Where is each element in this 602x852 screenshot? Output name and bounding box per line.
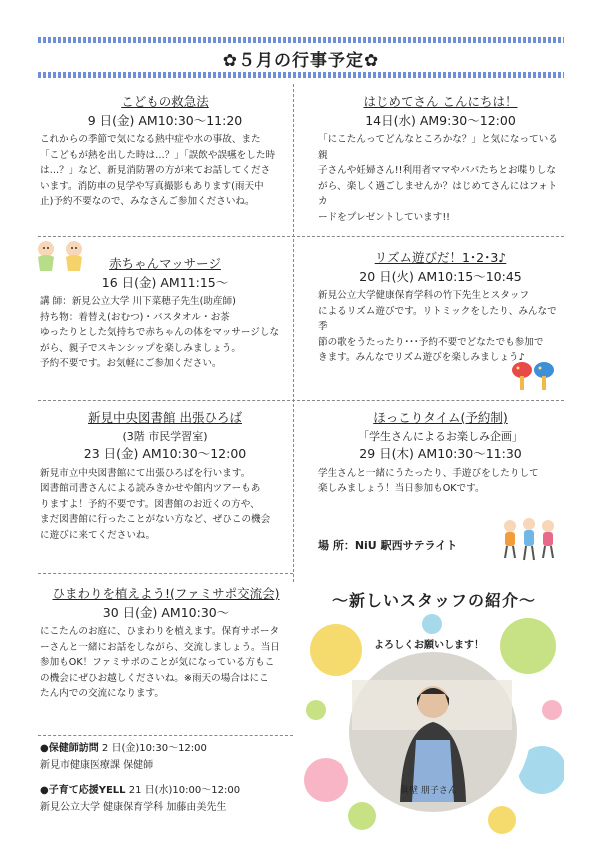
event-text-line: 学生さんと一緒にうたったり、手遊びをしたりして	[318, 467, 539, 479]
event-text-line: 新見市立中央図書館にて出張ひろばを行います。	[40, 467, 251, 479]
event-title: はじめてさん こんにちは！	[363, 94, 518, 109]
event-text-line: に遊びに来てくださいね。	[40, 529, 156, 541]
column-divider	[293, 84, 294, 582]
event-himawari	[40, 586, 292, 702]
extra-label: ●子育て応援YELL	[40, 785, 126, 796]
extra-datetime: 21 日(水)10:00～12:00	[125, 785, 241, 796]
event-title: 新見中央図書館 出張ひろば	[88, 410, 242, 425]
event-datetime: 29 日(木) AM10:30～11:30	[359, 446, 522, 461]
event-text-line: 参加もOK！ファミサポのことが気になっている方もこ	[40, 657, 275, 668]
event-hokkori	[318, 410, 563, 497]
event-datetime: 30 日(金) AM10:30～	[102, 604, 230, 620]
event-text-line: ゆったりとした気持ちで赤ちゃんの体をマッサージしな	[40, 327, 280, 338]
event-text-line: ーさんと一緒にお話をしながら、交流しましょう。当日	[40, 641, 280, 653]
row-divider-2	[38, 400, 564, 401]
event-subtitle: (3階 市民学習室)	[122, 429, 208, 443]
event-title: こどもの救急法	[121, 94, 209, 109]
event-text-line: 子さんや妊婦さん!!利用者ママやパパたちとお喋りしな	[318, 165, 556, 176]
extra-label: ●保健師訪問	[40, 743, 99, 754]
event-datetime: 9 日(金) AM10:30～11:20	[87, 112, 243, 128]
event-text-line: の機会にぜひお越しくださいね。※雨天の場合はにこ	[40, 672, 269, 684]
staff-section-title: ～新しいスタッフの紹介～	[331, 591, 536, 610]
event-text-line: りますよ！予約不要です。図書館のお近くの方や、	[40, 498, 260, 510]
extra-line: 新見市健康医療課 保健師	[40, 760, 154, 771]
row-divider-3	[38, 573, 293, 574]
event-title: ほっこりタイム(予約制)	[373, 410, 508, 425]
event-text-line: まだ図書館に行ったことがない方など、ぜひこの機会	[40, 514, 271, 525]
maracas-illustration	[508, 356, 560, 394]
event-text-line: 講 師：新見公立大学 川下菜穂子先生(助産師)	[40, 296, 236, 307]
event-text-line: によるリズム遊びです。リトミックをしたり、みんなで季	[318, 305, 557, 332]
event-text-line: 楽しみましょう！当日参加もOKです。	[318, 483, 485, 494]
event-text-line: います。消防車の見学や写真撮影もあります(雨天中	[40, 180, 264, 192]
event-text-line: 予約不要です。お気軽にご参加ください。	[40, 358, 222, 369]
extra-line: 新見公立大学 健康保育学科 加藤由美先生	[40, 802, 227, 813]
staff-name: 眞壁 朋子さん	[400, 786, 457, 796]
extra-yell	[40, 782, 292, 816]
event-text-line: 「にこたんってどんなところかな？」と気になっている親	[318, 134, 558, 161]
event-library	[40, 410, 290, 543]
event-text-line: 「こどもが熱を出した時は…？」「誤飲や誤嚥をした時	[40, 149, 276, 161]
event-text-line: にこたんのお庭に、ひまわりを植えます。保育サポータ	[40, 626, 280, 637]
event-hajimete	[318, 94, 563, 225]
row-divider-1	[38, 236, 564, 237]
page-title: ✿５月の行事予定✿	[222, 51, 380, 71]
event-text-line: 持ち物：着替え(おむつ)・バスタオル・お茶	[40, 311, 230, 323]
children-illustration	[498, 516, 560, 562]
event-text-line: 止)予約不要なので、みなさんご参加くださいね。	[40, 196, 255, 207]
extra-hoken	[40, 740, 292, 774]
event-place: 場 所：NiU 駅西サテライト	[318, 539, 458, 552]
event-datetime: 16 日(金) AM11:15～	[101, 274, 229, 290]
event-text-line: 図書館司書さんによる読みきかせや館内ツアーもあ	[40, 483, 261, 494]
event-datetime: 20 日(火) AM10:15～10:45	[359, 268, 522, 284]
header-stripe-top	[38, 37, 564, 43]
event-rhythm	[318, 250, 563, 366]
event-title: リズム遊びだ！1･2･3♪	[374, 250, 507, 265]
event-subtitle: 「学生さんによるお楽しみ企画」	[358, 429, 523, 443]
event-kyukyu	[40, 94, 290, 210]
extra-datetime: 2 日(金)10:30～12:00	[98, 743, 207, 754]
event-title: 赤ちゃんマッサージ	[109, 256, 221, 271]
event-text-line: これからの季節で気になる熱中症や水の事故、また	[40, 134, 261, 145]
event-text-line: がら、楽しく過ごしませんか？はじめてさんにはフォトカ	[318, 180, 558, 207]
event-text-line: がら、親子でスキンシップを楽しみましょう。	[40, 342, 241, 354]
event-text-line: 新見公立大学健康保育学科の竹下先生とスタッフ	[318, 290, 530, 301]
event-datetime: 23 日(金) AM10:30～12:00	[83, 446, 247, 461]
event-text-line: 節の歌をうたったり･･･予約不要でどなたでも参加で	[318, 336, 544, 348]
event-text-line: きます。みんなでリズム遊びを楽しみましょう♪	[318, 352, 525, 363]
event-title: ひまわりを植えよう!(ファミサポ交流会)	[52, 586, 280, 601]
event-text-line: ードをプレゼントしています!!	[318, 211, 451, 223]
staff-greeting: よろしくお願いします！	[374, 640, 484, 651]
event-text-line: は…？」など、新見消防署の方が来てお話してくださ	[40, 165, 271, 176]
row-divider-4	[38, 735, 293, 736]
event-massage	[40, 256, 290, 372]
event-datetime: 14日(水) AM9:30～12:00	[365, 112, 516, 128]
event-text-line: たん内での交流になります。	[40, 688, 164, 699]
header-stripe-bottom	[38, 72, 564, 78]
